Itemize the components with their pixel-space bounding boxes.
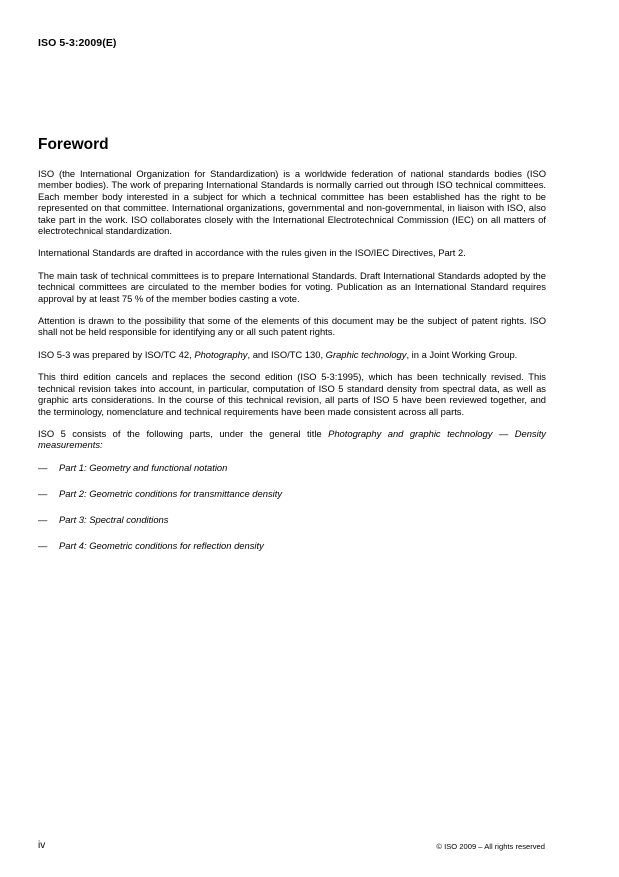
paragraph-edition-history: This third edition cancels and replaces the second edition (ISO 5-3:1995), which has been technically revised. This technical revision takes into account, in particular, computation of ISO 5 standard density from spectral data, as well as graphic arts considerations. In the course of this technical revision, all parts of ISO 5 have been reviewed together, and the terminology, nomenclature and technical requirements have been made consistent across all parts. — [38, 371, 546, 417]
paragraph-directives: International Standards are drafted in accordance with the rules given in the ISO/IEC Directives, Part 2. — [38, 247, 466, 259]
list-item — [38, 488, 546, 500]
paragraph-technical-committees: The main task of technical committees is to prepare International Standards. Draft International Standards adopted by the technical committees are circulated to the member bodies for voting. Publication as an International Standard requires approval by at least 75 % of the member bodies casting a vote. — [38, 269, 546, 304]
list-item — [38, 462, 546, 474]
document-id-header: ISO 5-3:2009(E) — [38, 37, 117, 49]
committee-name-graphic-technology: Graphic technology — [325, 348, 407, 360]
page-number: iv — [38, 840, 46, 851]
prepared-by-text-2: , and ISO/TC 130, — [247, 348, 326, 360]
part-title: Part 1: Geometry and functional notation — [59, 461, 228, 473]
paragraph-prepared-by — [38, 349, 546, 360]
general-title: Photography and graphic technology — Density measurements: — [38, 427, 546, 451]
dash-bullet: — — [38, 539, 48, 551]
page-title: Foreword — [38, 136, 109, 153]
prepared-by-text-3: , in a Joint Working Group. — [406, 348, 518, 360]
list-item — [38, 514, 546, 526]
foreword-body — [38, 168, 546, 566]
committee-name-photography: Photography — [194, 348, 248, 360]
part-title: Part 3: Spectral conditions — [59, 513, 169, 525]
paragraph-iso-overview: ISO (the International Organization for Standardization) is a worldwide federation of national standards bodies (ISO member bodies). The work of preparing International Standards is normally carried out through ISO technical committees. Each member body interested in a subject for which a technical committee has been established has the right to be represented on that committee. International organizations, governmental and non-governmental, in liaison with ISO, also take part in the work. ISO collaborates closely with the International Electrotechnical Commission (IEC) on all matters of electrotechnical standardization. — [38, 168, 546, 237]
parts-intro-text: ISO 5 consists of the following parts, under the general title — [38, 427, 329, 439]
dash-bullet: — — [38, 513, 48, 525]
part-title: Part 2: Geometric conditions for transmittance density — [59, 487, 283, 499]
parts-list — [38, 462, 546, 552]
copyright-notice: © ISO 2009 – All rights reserved — [436, 842, 545, 851]
paragraph-parts-intro — [38, 428, 546, 451]
part-title: Part 4: Geometric conditions for reflection density — [59, 539, 264, 551]
dash-bullet: — — [38, 487, 48, 499]
prepared-by-text-1: ISO 5-3 was prepared by ISO/TC 42, — [38, 348, 195, 360]
list-item — [38, 540, 546, 552]
dash-bullet: — — [38, 461, 48, 473]
paragraph-patent-rights: Attention is drawn to the possibility that some of the elements of this document may be the subject of patent rights. ISO shall not be held responsible for identifying any or all such patent rights. — [38, 315, 546, 338]
